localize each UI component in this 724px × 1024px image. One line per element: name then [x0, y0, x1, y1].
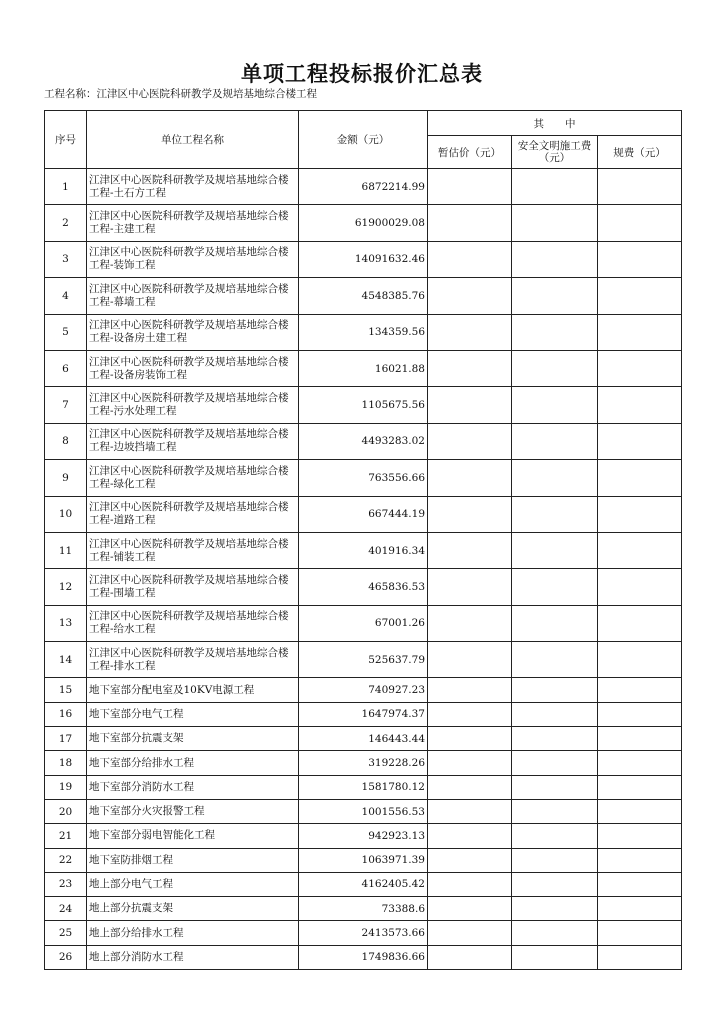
row-provisional-cell: [428, 642, 512, 678]
table-row: [45, 897, 682, 921]
row-amount: 4493283.02: [299, 423, 428, 459]
row-safety-fee-cell: [512, 169, 598, 205]
row-fees-cell: [598, 278, 682, 314]
row-number: 1: [45, 169, 87, 205]
table-row: [45, 921, 682, 945]
row-amount: 73388.6: [299, 897, 428, 921]
row-provisional-cell: [428, 678, 512, 702]
row-provisional-cell: [428, 387, 512, 423]
table-row: [45, 775, 682, 799]
row-provisional-cell: [428, 824, 512, 848]
row-safety-fee-cell: [512, 241, 598, 277]
row-safety-fee-cell: [512, 872, 598, 896]
row-safety-fee-cell: [512, 569, 598, 605]
row-number: 2: [45, 205, 87, 241]
row-unit-name: 江津区中心医院科研教学及规培基地综合楼工程-污水处理工程: [87, 387, 299, 423]
row-unit-name: 地下室部分电气工程: [87, 702, 299, 726]
row-unit-name: 江津区中心医院科研教学及规培基地综合楼工程-主建工程: [87, 205, 299, 241]
row-number: 8: [45, 423, 87, 459]
row-safety-fee-cell: [512, 460, 598, 496]
header-safety-line2: （元）: [538, 152, 571, 164]
row-number: 25: [45, 921, 87, 945]
row-fees-cell: [598, 775, 682, 799]
project-name-line: 工程名称：江津区中心医院科研教学及规培基地综合楼工程: [44, 88, 317, 100]
row-provisional-cell: [428, 751, 512, 775]
row-number: 4: [45, 278, 87, 314]
document-title: 单项工程投标报价汇总表: [241, 62, 483, 86]
row-unit-name: 江津区中心医院科研教学及规培基地综合楼工程-道路工程: [87, 496, 299, 532]
row-fees-cell: [598, 532, 682, 568]
row-provisional-cell: [428, 945, 512, 969]
table-row: [45, 205, 682, 241]
row-number: 24: [45, 897, 87, 921]
row-amount: 6872214.99: [299, 169, 428, 205]
row-amount: 2413573.66: [299, 921, 428, 945]
table-body: [45, 169, 682, 970]
row-fees-cell: [598, 799, 682, 823]
table-row: [45, 824, 682, 848]
row-fees-cell: [598, 169, 682, 205]
row-safety-fee-cell: [512, 775, 598, 799]
row-provisional-cell: [428, 799, 512, 823]
row-amount: 134359.56: [299, 314, 428, 350]
row-safety-fee-cell: [512, 799, 598, 823]
row-amount: 1749836.66: [299, 945, 428, 969]
row-number: 22: [45, 848, 87, 872]
table-row: [45, 702, 682, 726]
row-safety-fee-cell: [512, 423, 598, 459]
row-safety-fee-cell: [512, 751, 598, 775]
row-unit-name: 江津区中心医院科研教学及规培基地综合楼工程-设备房土建工程: [87, 314, 299, 350]
table-row: [45, 350, 682, 386]
header-provisional: 暂估价（元）: [428, 136, 512, 169]
row-provisional-cell: [428, 423, 512, 459]
row-fees-cell: [598, 205, 682, 241]
row-unit-name: 地下室部分抗震支架: [87, 727, 299, 751]
row-provisional-cell: [428, 569, 512, 605]
row-safety-fee-cell: [512, 205, 598, 241]
row-unit-name: 江津区中心医院科研教学及规培基地综合楼工程-设备房装饰工程: [87, 350, 299, 386]
row-fees-cell: [598, 241, 682, 277]
row-number: 19: [45, 775, 87, 799]
row-amount: 740927.23: [299, 678, 428, 702]
row-provisional-cell: [428, 350, 512, 386]
row-fees-cell: [598, 350, 682, 386]
row-safety-fee-cell: [512, 945, 598, 969]
header-unit-name: 单位工程名称: [87, 111, 299, 169]
row-provisional-cell: [428, 775, 512, 799]
table-row: [45, 532, 682, 568]
row-number: 11: [45, 532, 87, 568]
row-fees-cell: [598, 460, 682, 496]
row-unit-name: 地下室部分弱电智能化工程: [87, 824, 299, 848]
row-unit-name: 地下室部分给排水工程: [87, 751, 299, 775]
row-unit-name: 地下室部分配电室及10KV电源工程: [87, 678, 299, 702]
row-fees-cell: [598, 921, 682, 945]
row-safety-fee-cell: [512, 496, 598, 532]
table-row: [45, 460, 682, 496]
row-unit-name: 江津区中心医院科研教学及规培基地综合楼工程-土石方工程: [87, 169, 299, 205]
row-number: 9: [45, 460, 87, 496]
row-unit-name: 江津区中心医院科研教学及规培基地综合楼工程-边坡挡墙工程: [87, 423, 299, 459]
row-number: 18: [45, 751, 87, 775]
table-row: [45, 605, 682, 641]
row-safety-fee-cell: [512, 848, 598, 872]
row-safety-fee-cell: [512, 387, 598, 423]
row-unit-name: 江津区中心医院科研教学及规培基地综合楼工程-给水工程: [87, 605, 299, 641]
row-provisional-cell: [428, 496, 512, 532]
row-number: 23: [45, 872, 87, 896]
row-provisional-cell: [428, 605, 512, 641]
row-number: 6: [45, 350, 87, 386]
row-amount: 16021.88: [299, 350, 428, 386]
row-amount: 763556.66: [299, 460, 428, 496]
table-row: [45, 169, 682, 205]
row-fees-cell: [598, 727, 682, 751]
row-number: 15: [45, 678, 87, 702]
table-row: [45, 278, 682, 314]
table-row: [45, 799, 682, 823]
table-row: [45, 678, 682, 702]
row-safety-fee-cell: [512, 314, 598, 350]
row-unit-name: 江津区中心医院科研教学及规培基地综合楼工程-幕墙工程: [87, 278, 299, 314]
row-amount: 4162405.42: [299, 872, 428, 896]
table-row: [45, 751, 682, 775]
header-of-which: 其 中: [428, 111, 682, 136]
table-row: [45, 642, 682, 678]
header-no: 序号: [45, 111, 87, 169]
row-number: 17: [45, 727, 87, 751]
row-amount: 319228.26: [299, 751, 428, 775]
row-unit-name: 地下室防排烟工程: [87, 848, 299, 872]
row-fees-cell: [598, 945, 682, 969]
row-amount: 1063971.39: [299, 848, 428, 872]
table-row: [45, 423, 682, 459]
row-fees-cell: [598, 824, 682, 848]
row-unit-name: 地上部分抗震支架: [87, 897, 299, 921]
row-amount: 1001556.53: [299, 799, 428, 823]
row-amount: 4548385.76: [299, 278, 428, 314]
row-amount: 525637.79: [299, 642, 428, 678]
row-safety-fee-cell: [512, 824, 598, 848]
row-number: 13: [45, 605, 87, 641]
header-fees: 规费（元）: [598, 136, 682, 169]
table-row: [45, 872, 682, 896]
table-row: [45, 387, 682, 423]
row-number: 14: [45, 642, 87, 678]
row-amount: 67001.26: [299, 605, 428, 641]
row-number: 20: [45, 799, 87, 823]
header-safety-fee: [512, 136, 598, 169]
row-unit-name: 地上部分给排水工程: [87, 921, 299, 945]
summary-table: [44, 110, 682, 970]
row-provisional-cell: [428, 169, 512, 205]
row-unit-name: 地上部分电气工程: [87, 872, 299, 896]
row-number: 3: [45, 241, 87, 277]
row-safety-fee-cell: [512, 642, 598, 678]
row-safety-fee-cell: [512, 532, 598, 568]
row-safety-fee-cell: [512, 702, 598, 726]
row-amount: 667444.19: [299, 496, 428, 532]
row-provisional-cell: [428, 314, 512, 350]
row-fees-cell: [598, 872, 682, 896]
row-amount: 401916.34: [299, 532, 428, 568]
row-provisional-cell: [428, 848, 512, 872]
table-row: [45, 569, 682, 605]
row-provisional-cell: [428, 872, 512, 896]
header-amount: 金额（元）: [299, 111, 428, 169]
row-safety-fee-cell: [512, 921, 598, 945]
row-unit-name: 地上部分消防水工程: [87, 945, 299, 969]
row-number: 21: [45, 824, 87, 848]
row-number: 26: [45, 945, 87, 969]
row-fees-cell: [598, 605, 682, 641]
row-provisional-cell: [428, 897, 512, 921]
row-unit-name: 地下室部分火灾报警工程: [87, 799, 299, 823]
row-number: 7: [45, 387, 87, 423]
row-safety-fee-cell: [512, 605, 598, 641]
row-amount: 942923.13: [299, 824, 428, 848]
row-number: 16: [45, 702, 87, 726]
row-provisional-cell: [428, 532, 512, 568]
row-unit-name: 江津区中心医院科研教学及规培基地综合楼工程-排水工程: [87, 642, 299, 678]
row-fees-cell: [598, 387, 682, 423]
header-safety-line1: 安全文明施工费: [517, 140, 592, 152]
row-amount: 1647974.37: [299, 702, 428, 726]
row-amount: 465836.53: [299, 569, 428, 605]
row-fees-cell: [598, 848, 682, 872]
table-row: [45, 727, 682, 751]
row-provisional-cell: [428, 702, 512, 726]
row-safety-fee-cell: [512, 678, 598, 702]
row-unit-name: 地下室部分消防水工程: [87, 775, 299, 799]
row-fees-cell: [598, 702, 682, 726]
row-unit-name: 江津区中心医院科研教学及规培基地综合楼工程-装饰工程: [87, 241, 299, 277]
row-amount: 146443.44: [299, 727, 428, 751]
row-safety-fee-cell: [512, 727, 598, 751]
row-fees-cell: [598, 678, 682, 702]
row-safety-fee-cell: [512, 897, 598, 921]
row-safety-fee-cell: [512, 278, 598, 314]
table-row: [45, 241, 682, 277]
row-amount: 61900029.08: [299, 205, 428, 241]
row-fees-cell: [598, 314, 682, 350]
row-provisional-cell: [428, 921, 512, 945]
row-provisional-cell: [428, 241, 512, 277]
row-fees-cell: [598, 751, 682, 775]
row-unit-name: 江津区中心医院科研教学及规培基地综合楼工程-围墙工程: [87, 569, 299, 605]
row-unit-name: 江津区中心医院科研教学及规培基地综合楼工程-铺装工程: [87, 532, 299, 568]
table-row: [45, 496, 682, 532]
row-amount: 1105675.56: [299, 387, 428, 423]
row-number: 5: [45, 314, 87, 350]
row-fees-cell: [598, 423, 682, 459]
row-number: 12: [45, 569, 87, 605]
table-row: [45, 945, 682, 969]
row-fees-cell: [598, 496, 682, 532]
row-safety-fee-cell: [512, 350, 598, 386]
row-provisional-cell: [428, 460, 512, 496]
table-row: [45, 314, 682, 350]
row-fees-cell: [598, 569, 682, 605]
row-unit-name: 江津区中心医院科研教学及规培基地综合楼工程-绿化工程: [87, 460, 299, 496]
row-amount: 1581780.12: [299, 775, 428, 799]
row-provisional-cell: [428, 727, 512, 751]
row-provisional-cell: [428, 278, 512, 314]
table-row: [45, 848, 682, 872]
row-amount: 14091632.46: [299, 241, 428, 277]
row-fees-cell: [598, 642, 682, 678]
row-number: 10: [45, 496, 87, 532]
row-provisional-cell: [428, 205, 512, 241]
row-fees-cell: [598, 897, 682, 921]
